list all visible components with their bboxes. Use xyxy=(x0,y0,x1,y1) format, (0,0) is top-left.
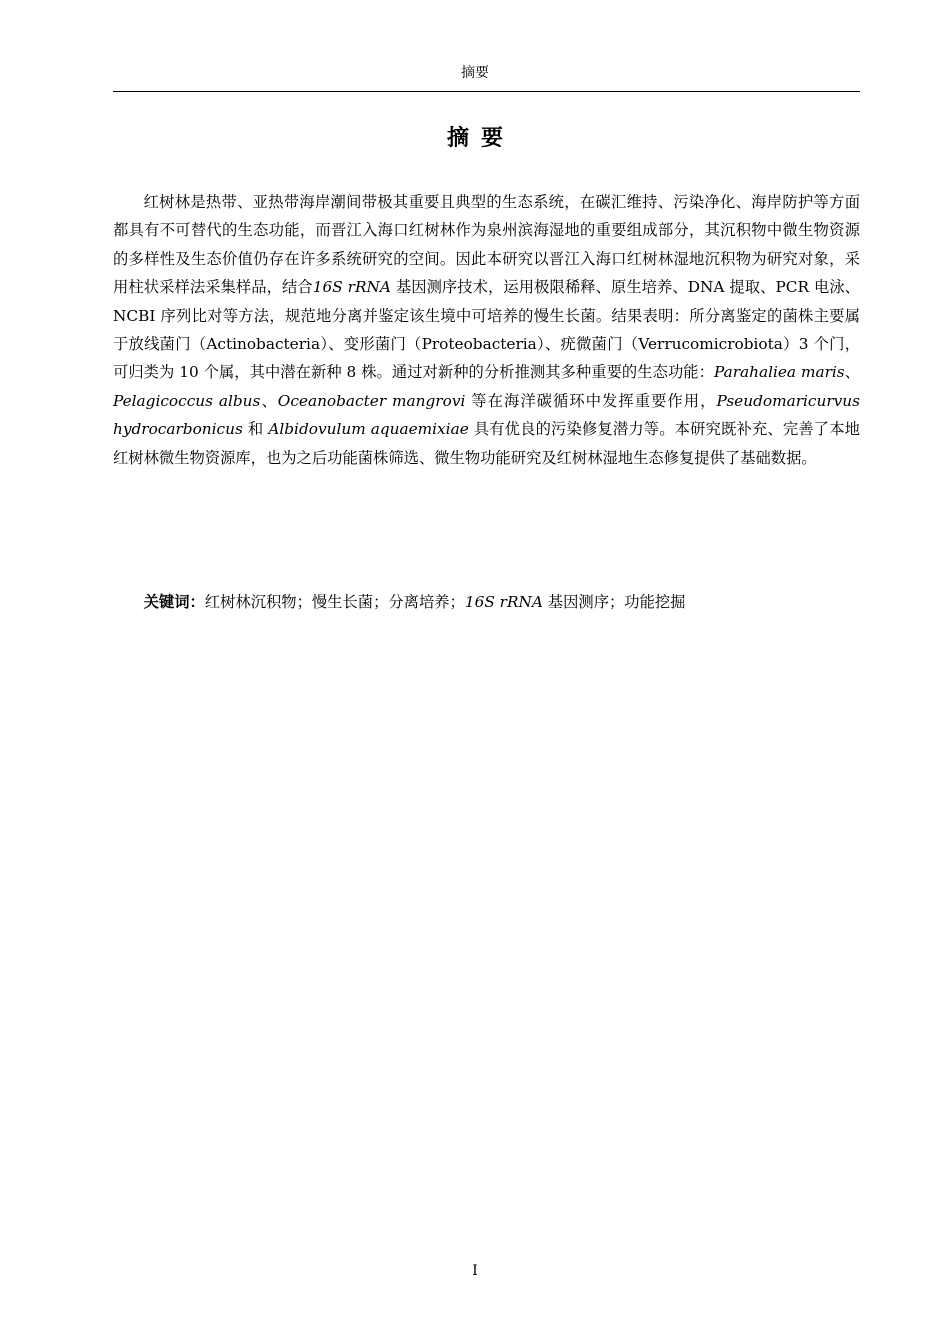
keywords-label: 关键词： xyxy=(143,593,205,611)
keywords-text-2: 基因测序；功能挖掘 xyxy=(542,593,686,611)
keywords-line xyxy=(113,588,860,616)
header-divider xyxy=(113,91,860,92)
abstract-text-3: 等在海洋碳循环中发挥重要作用， xyxy=(465,391,717,410)
separator-1: 、 xyxy=(844,363,860,382)
abstract-text-2: 基因测序技术，运用极限稀释、原生培养、DNA 提取、PCR 电泳、NCBI 序列比对等方法，规范地分离并鉴定该生境中可培养的慢生长菌。结果表明：所分离鉴定的菌株主要属于放线菌门（Actinobacteria）、变形菌门（Proteobacteria）、疣微菌门（Verrucomicrobiota）3 个门，可归类为 10 个属，其中潜在新种 8 株。通过对新种的分析推测其多种重要的生态功能： xyxy=(113,278,860,382)
species-pseudomaricurvus: Pseudomaricurvus hydrocarbonicus xyxy=(113,391,860,439)
separator-2: 、 xyxy=(260,391,278,410)
page-title: 摘要 xyxy=(446,126,515,151)
species-pelagicoccus-albus: Pelagicoccus albus xyxy=(113,391,261,410)
abstract-text-1: 红树林是热带、亚热带海岸潮间带极其重要且典型的生态系统，在碳汇维持、污染净化、海岸防护等方面都具有不可替代的生态功能，而晋江入海口红树林作为泉州滨海湿地的重要组成部分，其沉积物中微生物资源的多样性及生态价值仍存在许多系统研究的空间。因此本研究以晋江入海口红树林湿地沉积物为研究对象，采用柱状采样法采集样品，结合 xyxy=(113,193,860,297)
abstract-text-4: 和 xyxy=(242,420,269,439)
abstract-text-5: 具有优良的污染修复潜力等。本研究既补充、完善了本地红树林微生物资源库，也为之后功能菌株筛选、微生物功能研究及红树林湿地生态修复提供了基础数据。 xyxy=(113,420,860,467)
keywords-text-1: 红树林沉积物；慢生长菌；分离培养； xyxy=(204,593,465,611)
abstract-paragraph xyxy=(113,188,860,472)
species-parahaliea-maris: Parahaliea maris xyxy=(713,363,845,382)
page-number: I xyxy=(472,1263,478,1279)
keywords-gene: 16S rRNA xyxy=(464,593,543,611)
running-header: 摘要 xyxy=(461,65,489,81)
species-albidovulum: Albidovulum aquaemixiae xyxy=(268,420,469,439)
gene-name-16s: 16S rRNA xyxy=(312,278,391,297)
species-oceanobacter-mangrovi: Oceanobacter mangrovi xyxy=(277,391,466,410)
